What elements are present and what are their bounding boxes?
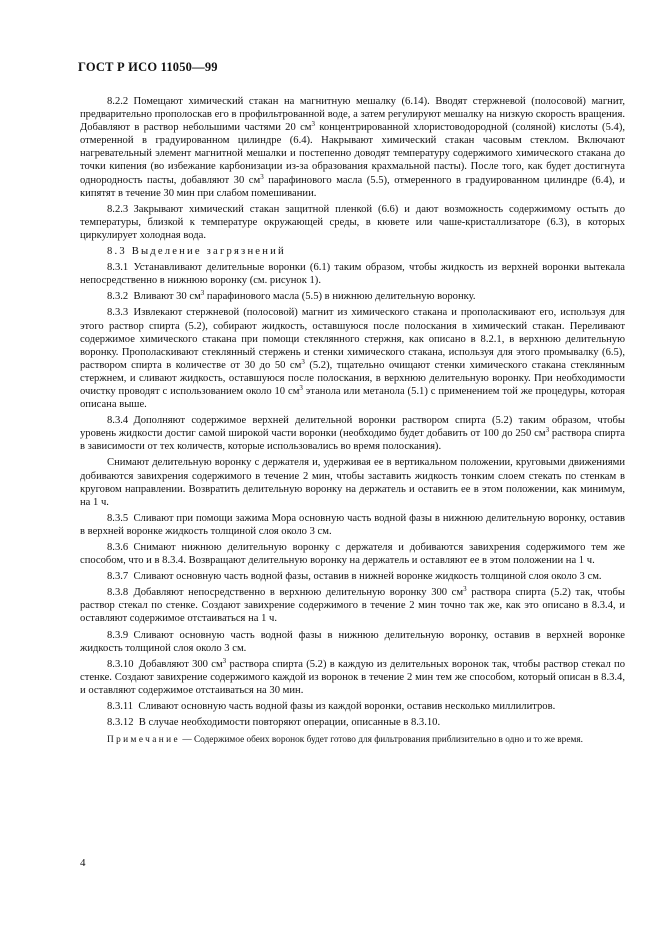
- clause-text: Помещают химический стакан на магнитную мешалку (6.14). Вводят стержневой (полосовой) магнит, предварительно прополоскав его в профильтрованной воде, а затем регулируют мешалку на низкую скорость вращения. Добавляют в раствор небольшими частями 20 см: [80, 96, 625, 134]
- clause-number: 8.2.3: [107, 203, 129, 215]
- clause-number: 8.3.6: [107, 542, 129, 553]
- clause-number: 8.3.12: [107, 717, 134, 729]
- clause-text: В случае необходимости повторяют операции, описанные в 8.3.10.: [138, 717, 441, 729]
- clause-text: Устанавливают делительные воронки (6.1) таким образом, чтобы жидкость из верхней воронки вытекала непосредственно в нижнюю воронку (см. рисунок 1).: [80, 262, 625, 287]
- superscript: 3: [222, 656, 227, 665]
- note-label: Примечание: [107, 735, 180, 746]
- superscript: 3: [463, 585, 467, 594]
- document-body: [80, 95, 625, 747]
- clause-paragraph: [80, 570, 625, 583]
- clause-text: раствора спирта в зависимости от тех количеств, которые использовались во время полоскания).: [80, 428, 626, 453]
- clause-text: Снимают делительную воронку с держателя и, удерживая ее в вертикальном положении, круговыми движениями добиваются завихрения содержимого в течение 2 мин, чтобы заставить жидкость тонким слоем стекать по стенкам в круговом направлении. Возвратить делительную воронку на держатель и оставить ее в этом положении, как минимум, на 1 ч.: [80, 457, 625, 508]
- clause-text: Закрывают химический стакан защитной пленкой (6.6) и дают возможность содержимому остыть до температуры, близкой к температуре окружающей среды, в кювете или чаше-кристаллизаторе (6.3), в которых циркулирует холодная вода.: [80, 203, 625, 241]
- clause-text: Добавляют непосредственно в верхнюю делительную воронку 300 см: [133, 587, 464, 599]
- note-block: [80, 735, 625, 747]
- clause-number: 8.3.2: [107, 291, 129, 303]
- clause-text: раствора спирта (5.2) в каждую из делительных воронок так, чтобы раствор стекал по стенке. Создают завихрение содержимого каждой из воронок в течение 2 мин тем же способом, который описан в 8.3.4, и оставляют содержимое отстаиваться на 30 мин.: [80, 658, 625, 696]
- clause-paragraph: [80, 456, 625, 508]
- clause-text: Вливают 30 см: [133, 291, 201, 303]
- clause-number: 8.3.4: [107, 415, 129, 427]
- clause-text: этанола или метанола (5.1) с применением той же процедуры, которая описана выше.: [80, 385, 625, 411]
- clause-paragraph: [80, 541, 625, 567]
- clause-paragraph: [80, 261, 625, 287]
- clause-number: 8.3.3: [107, 307, 129, 319]
- clause-number: 8.3.7: [107, 571, 129, 583]
- clause-number: 8.3.11: [107, 701, 134, 713]
- clause-number: 8.3.9: [107, 629, 129, 641]
- clause-number: 8.3: [107, 246, 127, 258]
- superscript: 3: [545, 426, 550, 435]
- superscript: 3: [301, 357, 305, 366]
- clause-text: Снимают нижнюю делительную воронку с держателя и добиваются завихрения содержимого тем же способом, что и в 8.3.4. Возвращают делительную воронку на держатель и оставляют ее в этом положении на 1 ч.: [80, 542, 625, 567]
- clause-number: 8.3.10: [107, 658, 134, 670]
- clause-text: Сливают при помощи зажима Мора основную часть водной фазы в нижнюю делительную воронку, оставив в верхней воронке жидкость толщиной слоя около 3 см.: [80, 512, 625, 537]
- superscript: 3: [260, 172, 264, 181]
- clause-paragraph: [80, 716, 625, 729]
- note-paragraph: [80, 735, 625, 747]
- superscript: 3: [299, 383, 303, 392]
- clause-paragraph: [80, 658, 625, 697]
- clause-paragraph: [80, 414, 625, 453]
- clause-number: 8.2.2: [107, 96, 129, 107]
- clause-paragraph: [80, 306, 625, 411]
- clause-text: Сливают основную часть водной фазы, оставив в нижней воронке жидкость толщиной слоя около 3 см.: [133, 571, 602, 583]
- clause-text: раствора спирта (5.2) так, чтобы раствор стекал по стенке. Создают завихрение содержимого в течение 2 мин точно так же, как это описано в 8.3.4, и оставляют содержимое отстаиваться на 1 ч.: [80, 587, 625, 625]
- clause-paragraph: [80, 203, 625, 242]
- clause-text: Добавляют 300 см: [138, 658, 223, 670]
- clause-paragraph: [80, 245, 625, 258]
- clause-text: Сливают основную часть водной фазы из каждой воронки, оставив несколько миллилитров.: [138, 701, 556, 713]
- standard-header: ГОСТ Р ИСО 11050—99: [78, 60, 218, 74]
- clause-paragraph: [80, 700, 625, 713]
- clause-text: Выделение загрязнений: [131, 246, 286, 258]
- superscript: 3: [200, 289, 205, 298]
- clause-number: 8.3.8: [107, 587, 129, 599]
- clause-text: парафинового масла (5.5), отмеренного в градуированном цилиндре (6.4), и кипятят в течение 30 мин при слабом помешивании.: [80, 174, 626, 199]
- clause-text: парафинового масла (5.5) в нижнюю делительную воронку.: [204, 291, 476, 303]
- note-text: — Содержимое обеих воронок будет готово для фильтрования приблизительно в одно и то же время.: [180, 735, 583, 746]
- clause-text: Сливают основную часть водной фазы в нижнюю делительную воронку, оставив в верхней воронке жидкость толщиной слоя около 3 см.: [80, 629, 625, 654]
- clause-paragraph: [80, 290, 625, 303]
- clause-text: Извлекают стержневой (полосовой) магнит из химического стакана и прополаскивают его, используя для этого раствор спирта (5.2), собирают жидкость, оставшуюся после полоскания в химический стакан. Переливают содержимое химического стакана при помощи стеклянного стержня, как описано в 8.2.1, в верхнюю делительную воронку. Прополаскивают стеклянный стержень и стенки химического стакана, используя для этого промывалку (6.5), раствором спирта в количестве от 30 до 50 см: [80, 307, 625, 371]
- superscript: 3: [311, 120, 315, 129]
- clause-text: (5.2), тщательно очищают стенки химического стакана стеклянным стержнем, и сливают жидкость, оставшуюся после полоскания, в верхнюю делительную воронку. При необходимости очистку проводят с использованием около 10 см: [80, 359, 626, 397]
- page-number: 4: [80, 857, 86, 869]
- clause-paragraph: [80, 95, 625, 200]
- clause-text: концентрированной хлористоводородной (соляной) кислоты (5.4), отмеренной в градуированном цилиндре (6.4). Накрывают химический стакан часовым стеклом. Включают нагревательный элемент магнитной мешалки и постепенно доводят температуру содержимого химического стакана до точки кипения (во избежание карбонизации из-за образования крахмальной пасты). После того, как будет достигнута однородность пасты, добавляют 30 см: [80, 122, 625, 186]
- clause-number: 8.3.1: [107, 262, 129, 274]
- clause-paragraph: [80, 586, 625, 625]
- clause-paragraph: [80, 629, 625, 655]
- clause-text: Дополняют содержимое верхней делительной воронки раствором спирта (5.2) таким образом, чтобы уровень жидкости достиг самой широкой части воронки (необходимо будет добавить от 100 до 250 см: [80, 415, 625, 440]
- clause-paragraph: [80, 512, 625, 538]
- clause-number: 8.3.5: [107, 512, 129, 524]
